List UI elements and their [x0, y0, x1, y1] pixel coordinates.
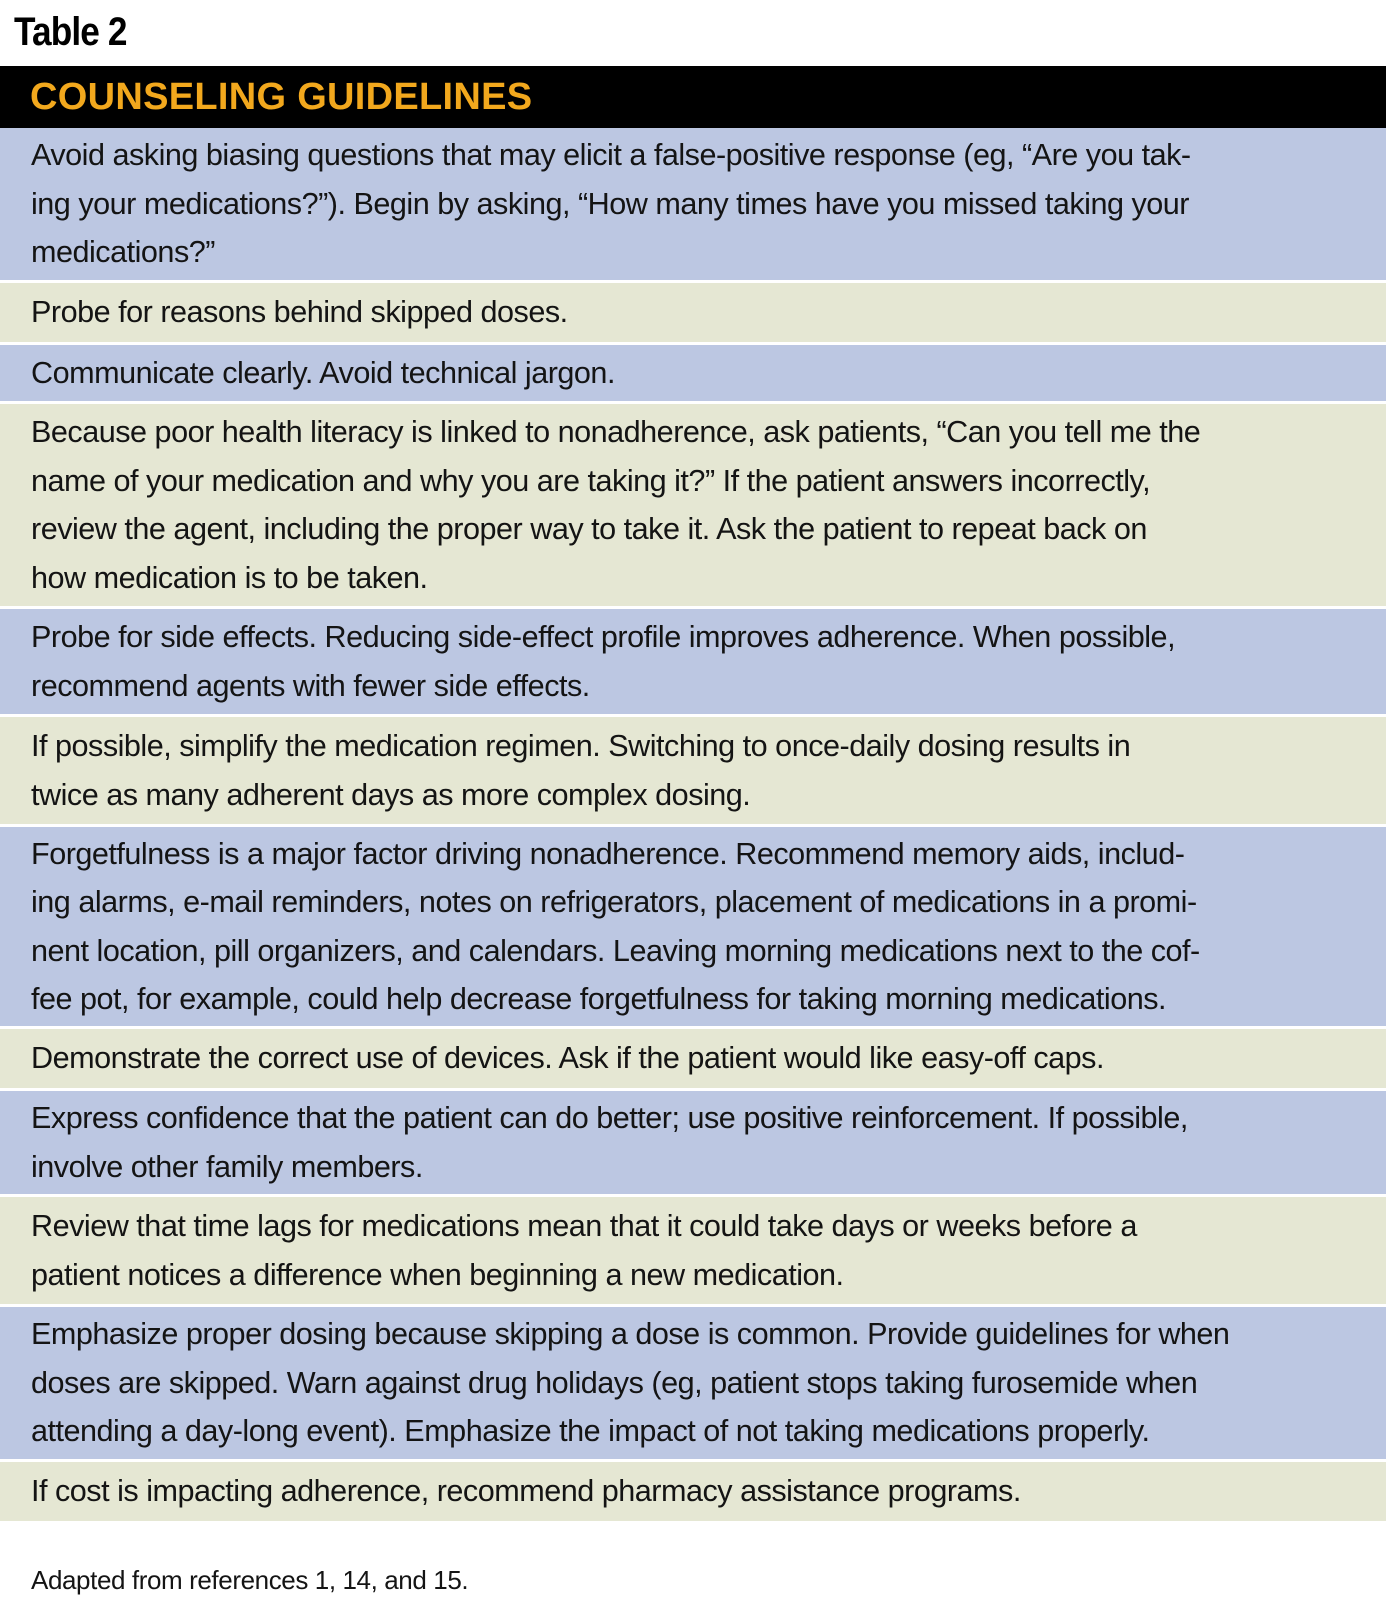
row-text: If cost is impacting adherence, recommend pharmacy assistance programs. [31, 1474, 1021, 1509]
table-header [0, 66, 1386, 128]
table-row [0, 827, 1386, 1029]
table-row [0, 1029, 1386, 1091]
table-row [0, 609, 1386, 717]
table-row [0, 283, 1386, 345]
row-text: Avoid asking biasing questions that may elicit a false-positive response (eg, “Are you tak- ing your medications?”). Begin by asking, “How many times have you missed taking your medications?” [31, 138, 1191, 270]
row-text: Probe for side effects. Reducing side-effect profile improves adherence. When possible, recommend agents with fewer side effects. [31, 620, 1176, 703]
row-text: If possible, simplify the medication regimen. Switching to once-daily dosing results in twice as many adherent days as more complex dosing. [31, 729, 1131, 812]
row-text: Probe for reasons behind skipped doses. [31, 295, 568, 330]
table-row [0, 1307, 1386, 1462]
table-label: Table 2 [14, 10, 127, 54]
table-row [0, 1462, 1386, 1524]
table-header-title: COUNSELING GUIDELINES [30, 75, 533, 118]
table-row [0, 1197, 1386, 1307]
table-row [0, 717, 1386, 827]
counseling-guidelines-table [0, 66, 1386, 1524]
row-text: Forgetfulness is a major factor driving nonadherence. Recommend memory aids, includ- ing alarms, e-mail reminders, notes on refrigerators, placement of medications in a promi- nent location, pill organizers, and calendars. Leaving morning medications next to the cof- fee pot, for example, could help decrease forgetfulness for taking morning medications. [31, 836, 1200, 1016]
table-row [0, 345, 1386, 404]
table-footnote: Adapted from references 1, 14, and 15. [31, 1565, 469, 1595]
table-row [0, 1091, 1386, 1197]
row-text: Emphasize proper dosing because skipping a dose is common. Provide guidelines for when doses are skipped. Warn against drug holidays (eg, patient stops taking furosemide when attending a day-long event). Emphasize the impact of not taking medications properly. [31, 1317, 1230, 1449]
row-text: Communicate clearly. Avoid technical jargon. [31, 355, 615, 390]
table-row [0, 128, 1386, 283]
row-text: Because poor health literacy is linked to nonadherence, ask patients, “Can you tell me the name of your medication and why you are taking it?” If the patient answers incorrectly, review the agent, including the proper way to take it. Ask the patient to repeat back on how medication is to be taken. [31, 415, 1201, 595]
row-text: Express confidence that the patient can do better; use positive reinforcement. If possible, involve other family members. [31, 1101, 1188, 1184]
table-row [0, 404, 1386, 609]
row-text: Review that time lags for medications mean that it could take days or weeks before a patient notices a difference when beginning a new medication. [31, 1209, 1137, 1292]
row-text: Demonstrate the correct use of devices. Ask if the patient would like easy-off caps. [31, 1041, 1104, 1076]
